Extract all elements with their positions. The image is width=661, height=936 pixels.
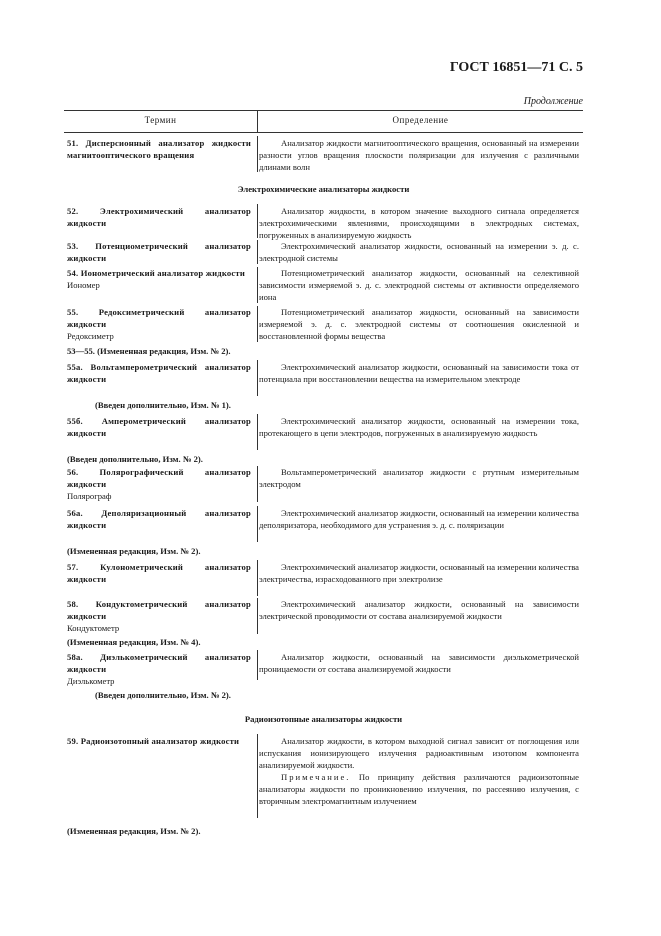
definition-59: Анализатор жидкости, в котором выходной сигнал зависит от поглощения или испускания ионизирующего излучения радиоактивным изотопом компонента анализируемой жидкости.: [259, 736, 579, 770]
row-divider: [257, 560, 258, 596]
row-divider: [257, 204, 258, 238]
amendment-note: (Введен дополнительно, Изм. № 1).: [95, 400, 231, 410]
column-header-term: Термин: [144, 115, 177, 125]
definition-57: Электрохимический анализатор жидкости, основанный на измерении количества электричества, израсходованного при электролизе: [259, 562, 579, 584]
row-divider: [257, 650, 258, 680]
row-divider: [257, 267, 258, 303]
note-label: Примечание.: [281, 772, 351, 782]
definition-56a: Электрохимический анализатор жидкости, основанный на измерении количества деполяризатора, необходимого для устранения э. д. с. поляризации: [259, 508, 579, 530]
definition-58a: Анализатор жидкости, основанный на зависимости диэлькометрической проницаемости от состава анализируемой жидкости: [259, 652, 579, 674]
term-59: 59. Радиоизотопный анализатор жидкости: [67, 736, 240, 746]
amendment-note: (Введен дополнительно, Изм. № 2).: [95, 690, 231, 700]
definition-55a: Электрохимический анализатор жидкости, основанный на зависимости тока от потенциала при восстановлении вещества на измерительном электроде: [259, 362, 579, 384]
term-55b: 55б. Амперометрический анализатор жидкости: [67, 416, 251, 438]
term-54: 54. Ионометрический анализатор жидкости Иономер: [67, 268, 245, 290]
definition-58: Электрохимический анализатор жидкости, основанный на зависимости электрической проводимости от состава анализируемой жидкости: [259, 599, 579, 621]
term-58: 58. Кондуктометрический анализатор жидкости Кондуктометр: [67, 599, 251, 633]
term-58a: 58а. Диэлькометрический анализатор жидкости Диэлькометр: [67, 652, 251, 686]
table-top-rule: [64, 110, 583, 111]
definition-54: Потенциометрический анализатор жидкости, основанный на селективной зависимости измеряемой э. д. с. электродной системы от активности определяемого иона: [259, 268, 579, 302]
term-55: 55. Редоксиметрический анализатор жидкости Редоксиметр: [67, 307, 251, 341]
continuation-label: Продолжение: [523, 96, 583, 107]
row-divider: [257, 506, 258, 542]
definition-55: Потенциометрический анализатор жидкости, основанный на зависимости измеряемой э. д. с. электродной системы от соотношения окисленной и восстановленной формы вещества: [259, 307, 579, 341]
definition-51: Анализатор жидкости магнитооптического вращения, основанный на измерении разности углов вращения плоскости поляризации для излучения с различными длинами волн: [259, 138, 579, 172]
definition-56: Вольтамперометрический анализатор жидкости с ртутным измерительным электродом: [259, 467, 579, 489]
note-59: [259, 772, 579, 807]
definition-52: Анализатор жидкости, в котором значение выходного сигнала определяется электрохимическими явлениями, происходящими в электродных системах, погруженных в анализируемую жидкость: [259, 206, 579, 240]
section-heading-radioisotope: Радиоизотопные анализаторы жидкости: [244, 714, 403, 724]
column-header-definition: Определение: [392, 115, 449, 125]
amendment-note: (Измененная редакция, Изм. № 2).: [67, 546, 201, 556]
row-divider: [257, 306, 258, 342]
section-heading-electrochemical: Электрохимические анализаторы жидкости: [237, 184, 410, 194]
row-divider: [257, 240, 258, 264]
note-text: По принципу действия различаются радиоизотопные анализаторы жидкости по проникновению излучения, по рассеянию излучения, с вторичным электромагнитным излучением: [259, 772, 579, 806]
amendment-note: (Введен дополнительно, Изм. № 2).: [67, 454, 203, 464]
term-56a: 56а. Деполяризационный анализатор жидкости: [67, 508, 251, 530]
row-divider: [257, 734, 258, 818]
term-55a: 55а. Вольтамперометрический анализатор жидкости: [67, 362, 251, 384]
page-header: ГОСТ 16851—71 С. 5: [449, 60, 583, 75]
definition-53: Электрохимический анализатор жидкости, основанный на измерении э. д. с. электродной системы: [259, 241, 579, 263]
definition-55b: Электрохимический анализатор жидкости, основанный на измерении тока, протекающего в цепи электродов, погруженных в анализируемую жидкость: [259, 416, 579, 438]
term-53: 53. Потенциометрический анализатор жидкости: [67, 241, 251, 263]
term-52: 52. Электрохимический анализатор жидкости: [67, 206, 251, 228]
row-divider: [257, 360, 258, 396]
header-bottom-rule: [64, 132, 583, 133]
row-divider: [257, 414, 258, 450]
row-divider: [257, 136, 258, 172]
term-51: 51. Дисперсионный анализатор жидкости магнитооптического вращения: [67, 138, 251, 160]
amendment-note: (Измененная редакция, Изм. № 2).: [67, 826, 201, 836]
term-57: 57. Кулонометрический анализатор жидкости: [67, 562, 251, 584]
amendment-note: 53—55. (Измененная редакция, Изм. № 2).: [67, 346, 231, 356]
row-divider: [257, 598, 258, 634]
column-divider: [257, 110, 258, 132]
amendment-note: (Измененная редакция, Изм. № 4).: [67, 637, 201, 647]
term-56: 56. Полярографический анализатор жидкости Полярограф: [67, 467, 251, 501]
row-divider: [257, 466, 258, 502]
